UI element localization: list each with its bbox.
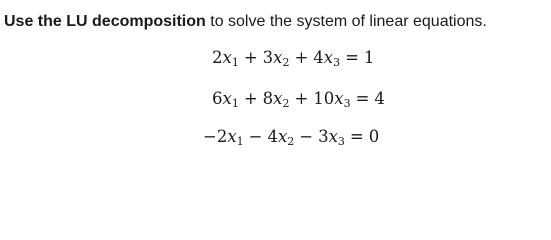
eq1-term1-sub: 1 [231,56,239,69]
instruction-rest: to solve the system of linear equations. [205,13,487,30]
eq3-term1-coef: −2 [203,127,228,146]
equation-1 [212,48,374,69]
eq1-term3-sub: 3 [333,56,341,69]
eq1-term2-coef: 3 [262,48,274,67]
eq1-op1: + [243,48,258,67]
eq3-term1-var: x [227,127,237,146]
eq3-op2: − [299,127,314,146]
eq3-term2-coef: 4 [267,127,278,146]
eq2-term1-coef: 6 [212,89,223,108]
eq1-term2-sub: 2 [282,56,290,69]
eq1-term3-var: x [323,48,334,67]
eq2-term2-coef: 8 [262,89,274,108]
eq2-term3-coef: 10 [313,89,335,108]
eq3-op1: − [248,127,263,146]
eq1-term1-var: x [222,48,232,67]
eq1-equals: = [345,48,359,67]
eq3-equals: = [349,127,364,146]
equation-2 [212,89,385,110]
eq3-term1-sub: 1 [236,135,244,148]
eq2-term2-sub: 2 [282,97,290,110]
instruction-bold: Use the LU decomposition [4,13,206,30]
eq3-term3-sub: 3 [337,135,345,148]
eq2-equals: = [355,89,370,108]
eq2-term2-var: x [273,89,283,108]
instruction-text [4,13,487,31]
eq2-op2: + [294,89,309,108]
eq2-term3-sub: 3 [343,97,351,110]
eq3-term3-coef: 3 [318,127,329,146]
eq3-rhs: 0 [368,127,380,146]
eq2-op1: + [243,89,258,108]
eq3-term3-var: x [328,127,338,146]
equation-3 [203,127,379,148]
eq1-rhs: 1 [363,48,375,67]
eq1-term1-coef: 2 [212,48,223,67]
eq2-rhs: 4 [374,89,385,108]
eq2-term1-var: x [222,89,232,108]
eq3-term2-var: x [277,127,288,146]
eq1-op2: + [294,48,309,67]
eq2-term1-sub: 1 [231,97,239,110]
eq2-term3-var: x [334,89,344,108]
eq3-term2-sub: 2 [287,135,295,148]
eq1-term3-coef: 4 [313,48,324,67]
eq1-term2-var: x [273,48,283,67]
